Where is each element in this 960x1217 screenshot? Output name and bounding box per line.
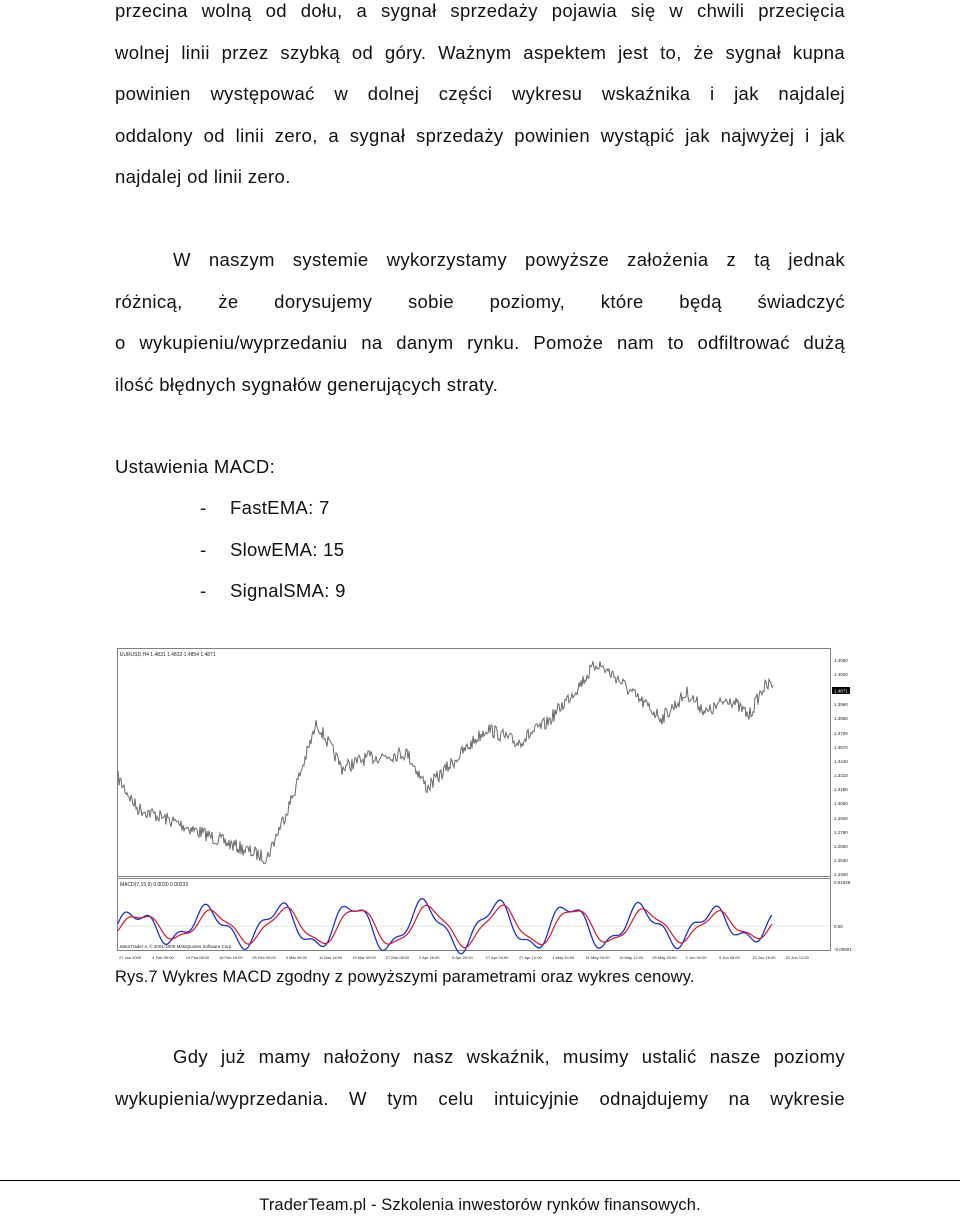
- macd-tick-label: 0.01928: [834, 880, 851, 885]
- time-tick-label: 1 May 20:00: [552, 955, 575, 960]
- time-tick-label: 9 Jun 08:00: [719, 955, 740, 960]
- price-tick-label: 1.2660: [834, 844, 848, 849]
- price-tick-label: 1.3180: [834, 787, 848, 792]
- text-line: różnicą, że dorysujemy sobie poziomy, które będą świadczyć: [115, 290, 845, 312]
- time-tick-label: 19 May 12:00: [619, 955, 644, 960]
- price-tick-label: 1.2400: [834, 872, 848, 877]
- time-tick-label: 25 May 20:00: [652, 955, 677, 960]
- time-tick-label: 2 Apr 16:00: [419, 955, 440, 960]
- text-line: o wykupieniu/wyprzedaniu na danym rynku. Pomoże nam to odfiltrować dużą: [115, 332, 845, 353]
- page-footer: TraderTeam.pl - Szkolenia inwestorów rynków finansowych.: [259, 1196, 701, 1214]
- footer-divider: [0, 1180, 960, 1181]
- time-tick-label: 22 Jun 12:00: [785, 955, 809, 960]
- price-tick-label: 1.3856: [834, 716, 848, 721]
- text-line: Gdy już mamy nałożony nasz wskaźnik, musimy ustalić nasze poziomy: [173, 1046, 845, 1067]
- macd-price-chart-figure: [117, 648, 853, 963]
- price-tick-label: 1.3700: [834, 731, 848, 736]
- time-tick-label: 19 Mar 00:00: [352, 955, 376, 960]
- time-tick-label: 27 Apr 12:00: [519, 955, 542, 960]
- settings-item-signal-sma: [200, 570, 346, 612]
- price-tick-label: 1.3050: [834, 801, 848, 806]
- settings-item-text: SlowEMA: 15: [230, 538, 345, 560]
- time-tick-label: 1 Jun 04:00: [685, 955, 707, 960]
- bullet-dash: -: [200, 580, 207, 601]
- figure-caption: Rys.7 Wykres MACD zgodny z powyższymi parametrami oraz wykres cenowy.: [115, 968, 695, 986]
- price-tick-label: 1.3310: [834, 773, 848, 778]
- time-tick-label: 25 Feb 00:00: [252, 955, 276, 960]
- current-price-label: 1.4871: [834, 688, 848, 694]
- time-tick-label: 15 Jun 16:00: [752, 955, 776, 960]
- settings-item-fast-ema: [200, 487, 346, 529]
- price-tick-label: 1.3570: [834, 745, 848, 750]
- price-tick-label: 1.3960: [834, 702, 848, 707]
- price-tick-label: 1.2920: [834, 816, 848, 821]
- time-tick-label: 8 Apr 20:00: [452, 955, 473, 960]
- time-tick-label: 17 Apr 04:00: [485, 955, 509, 960]
- macd-panel-header: MACD(7,15,9) 0.0020 0.00233: [120, 882, 189, 888]
- price-tick-label: 1.2530: [834, 858, 848, 863]
- price-tick-label: 1.3440: [834, 759, 848, 764]
- settings-item-slow-ema: [200, 529, 346, 571]
- bullet-dash: -: [200, 497, 207, 518]
- figure-background: [117, 648, 853, 963]
- macd-tick-label: 0.00: [834, 924, 843, 929]
- text-line: ilość błędnych sygnałów generujących straty.: [115, 373, 499, 395]
- settings-list: [200, 487, 346, 612]
- paragraph-system-description: [115, 239, 845, 405]
- time-tick-label: 27 Jan 2009: [119, 955, 142, 960]
- text-line: powinien występować w dolnej części wykresu wskaźnika i jak najdalej: [115, 83, 845, 104]
- time-tick-label: 3 Mar 08:00: [285, 955, 308, 960]
- time-tick-label: 27 Mar 08:00: [385, 955, 410, 960]
- time-tick-label: 10 Feb 08:00: [185, 955, 210, 960]
- copyright-text: MetaTrader 4, © 2001-2009 MetaQuotes Software Corp.: [120, 944, 233, 949]
- time-axis: [119, 955, 810, 960]
- text-line: oddalony od linii zero, a sygnał sprzedaży powinien wystąpić jak najwyżej i jak: [115, 124, 845, 146]
- time-tick-label: 16 Feb 16:00: [219, 955, 243, 960]
- text-line: przecina wolną od dołu, a sygnał sprzedaży pojawia się w chwili przecięcia: [115, 0, 845, 21]
- paragraph-macd-signals: [115, 0, 845, 198]
- time-tick-label: 11 May 04:00: [585, 955, 610, 960]
- price-tick-label: 1.4020: [834, 672, 848, 677]
- text-line: najdalej od linii zero.: [115, 166, 291, 187]
- time-tick-label: 4 Feb 00:00: [152, 955, 174, 960]
- price-tick-label: 1.4050: [834, 658, 848, 663]
- settings-item-text: FastEMA: 7: [230, 497, 330, 518]
- text-line: wykupienia/wyprzedania. W tym celu intuicyjnie odnajdujemy na wykresie: [115, 1087, 845, 1109]
- macd-tick-label: -0.00601: [834, 947, 852, 952]
- paragraph-levels: [115, 1036, 845, 1119]
- time-tick-label: 11 Mar 16:00: [319, 955, 343, 960]
- settings-heading: Ustawienia MACD:: [115, 456, 276, 477]
- price-tick-label: 1.2790: [834, 830, 848, 835]
- text-line: wolnej linii przez szybką od góry. Ważnym aspektem jest to, że sygnał kupna: [115, 41, 845, 63]
- text-line: W naszym systemie wykorzystamy powyższe założenia z tą jednak: [173, 249, 845, 270]
- settings-item-text: SignalSMA: 9: [230, 580, 346, 601]
- price-panel-header: EURUSD,H4 1.4831 1.4832 1.4854 1.4871: [120, 652, 216, 658]
- bullet-dash: -: [200, 538, 207, 560]
